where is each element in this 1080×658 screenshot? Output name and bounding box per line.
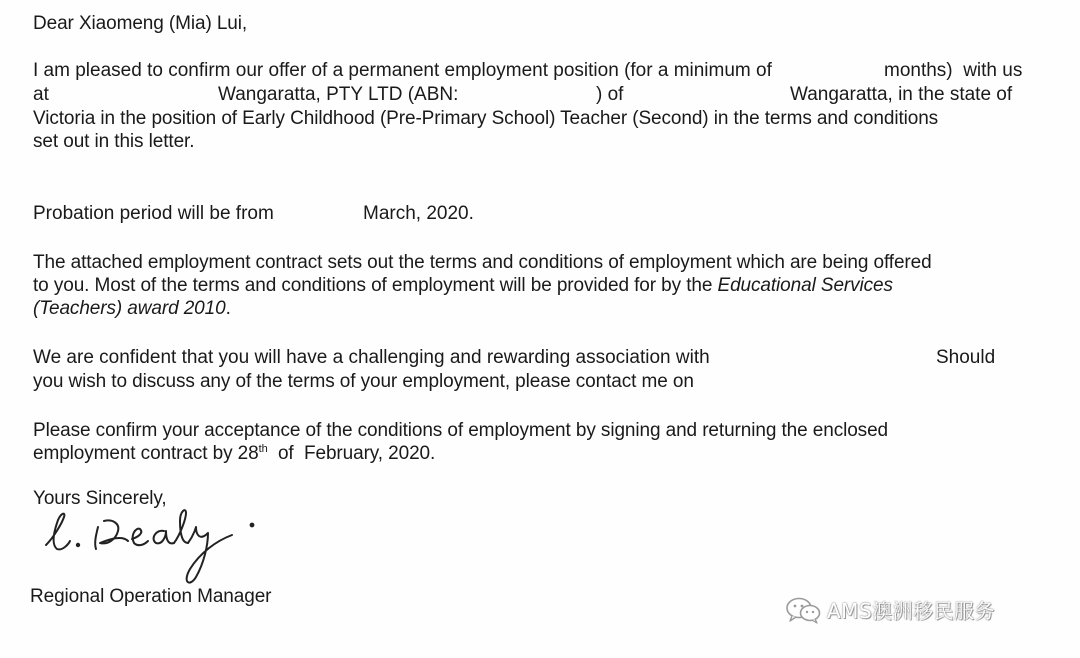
salutation: Dear Xiaomeng (Mia) Lui,	[33, 13, 248, 34]
para2-line1: The attached employment contract sets out the terms and conditions of employment which are being offered	[33, 252, 932, 273]
para4-line2	[33, 443, 435, 465]
para1-line2-b: Wangaratta, PTY LTD (ABN:	[218, 84, 459, 105]
para2-line2-text: to you. Most of the terms and conditions of employment will be provided for by the	[33, 275, 718, 296]
para1-line2-d: Wangaratta, in the state of	[790, 84, 1013, 105]
para3-line2: you wish to discuss any of the terms of your employment, please contact me on	[33, 371, 694, 392]
ordinal-suffix: th	[258, 443, 268, 455]
para2-line3	[33, 298, 231, 320]
wechat-icon	[785, 596, 821, 624]
para1-line3: Victoria in the position of Early Childhood (Pre-Primary School) Teacher (Second) in the terms and conditions	[33, 108, 939, 129]
para1-line2-a: at	[33, 84, 49, 105]
signatory-title: Regional Operation Manager	[30, 586, 272, 607]
watermark	[785, 595, 995, 624]
para1-line4: set out in this letter.	[33, 131, 195, 152]
deadline-text: employment contract by 28	[33, 443, 259, 464]
handwritten-signature	[40, 505, 290, 590]
closing: Yours Sincerely,	[33, 488, 167, 509]
probation-date: March, 2020.	[363, 203, 474, 224]
para1-line1-a: I am pleased to confirm our offer of a permanent employment position (for a minimum of	[33, 60, 772, 81]
watermark-text: AMS澳洲移民服务	[827, 599, 996, 623]
para2-line2	[33, 275, 893, 297]
para2-period: .	[225, 298, 231, 319]
para4-line1: Please confirm your acceptance of the conditions of employment by signing and returning the enclosed	[33, 420, 889, 441]
para1-line2-c: ) of	[596, 84, 624, 105]
probation-label: Probation period will be from	[33, 203, 274, 224]
award-name-part1: Educational Services	[717, 275, 893, 296]
para1-line1-b: months) with us	[884, 60, 1023, 81]
para3-line1-a: We are confident that you will have a challenging and rewarding association with	[33, 347, 710, 368]
para3-line1-b: Should	[936, 347, 996, 368]
deadline-date: of February, 2020.	[267, 443, 436, 464]
award-name-part2: (Teachers) award 2010	[33, 298, 226, 319]
